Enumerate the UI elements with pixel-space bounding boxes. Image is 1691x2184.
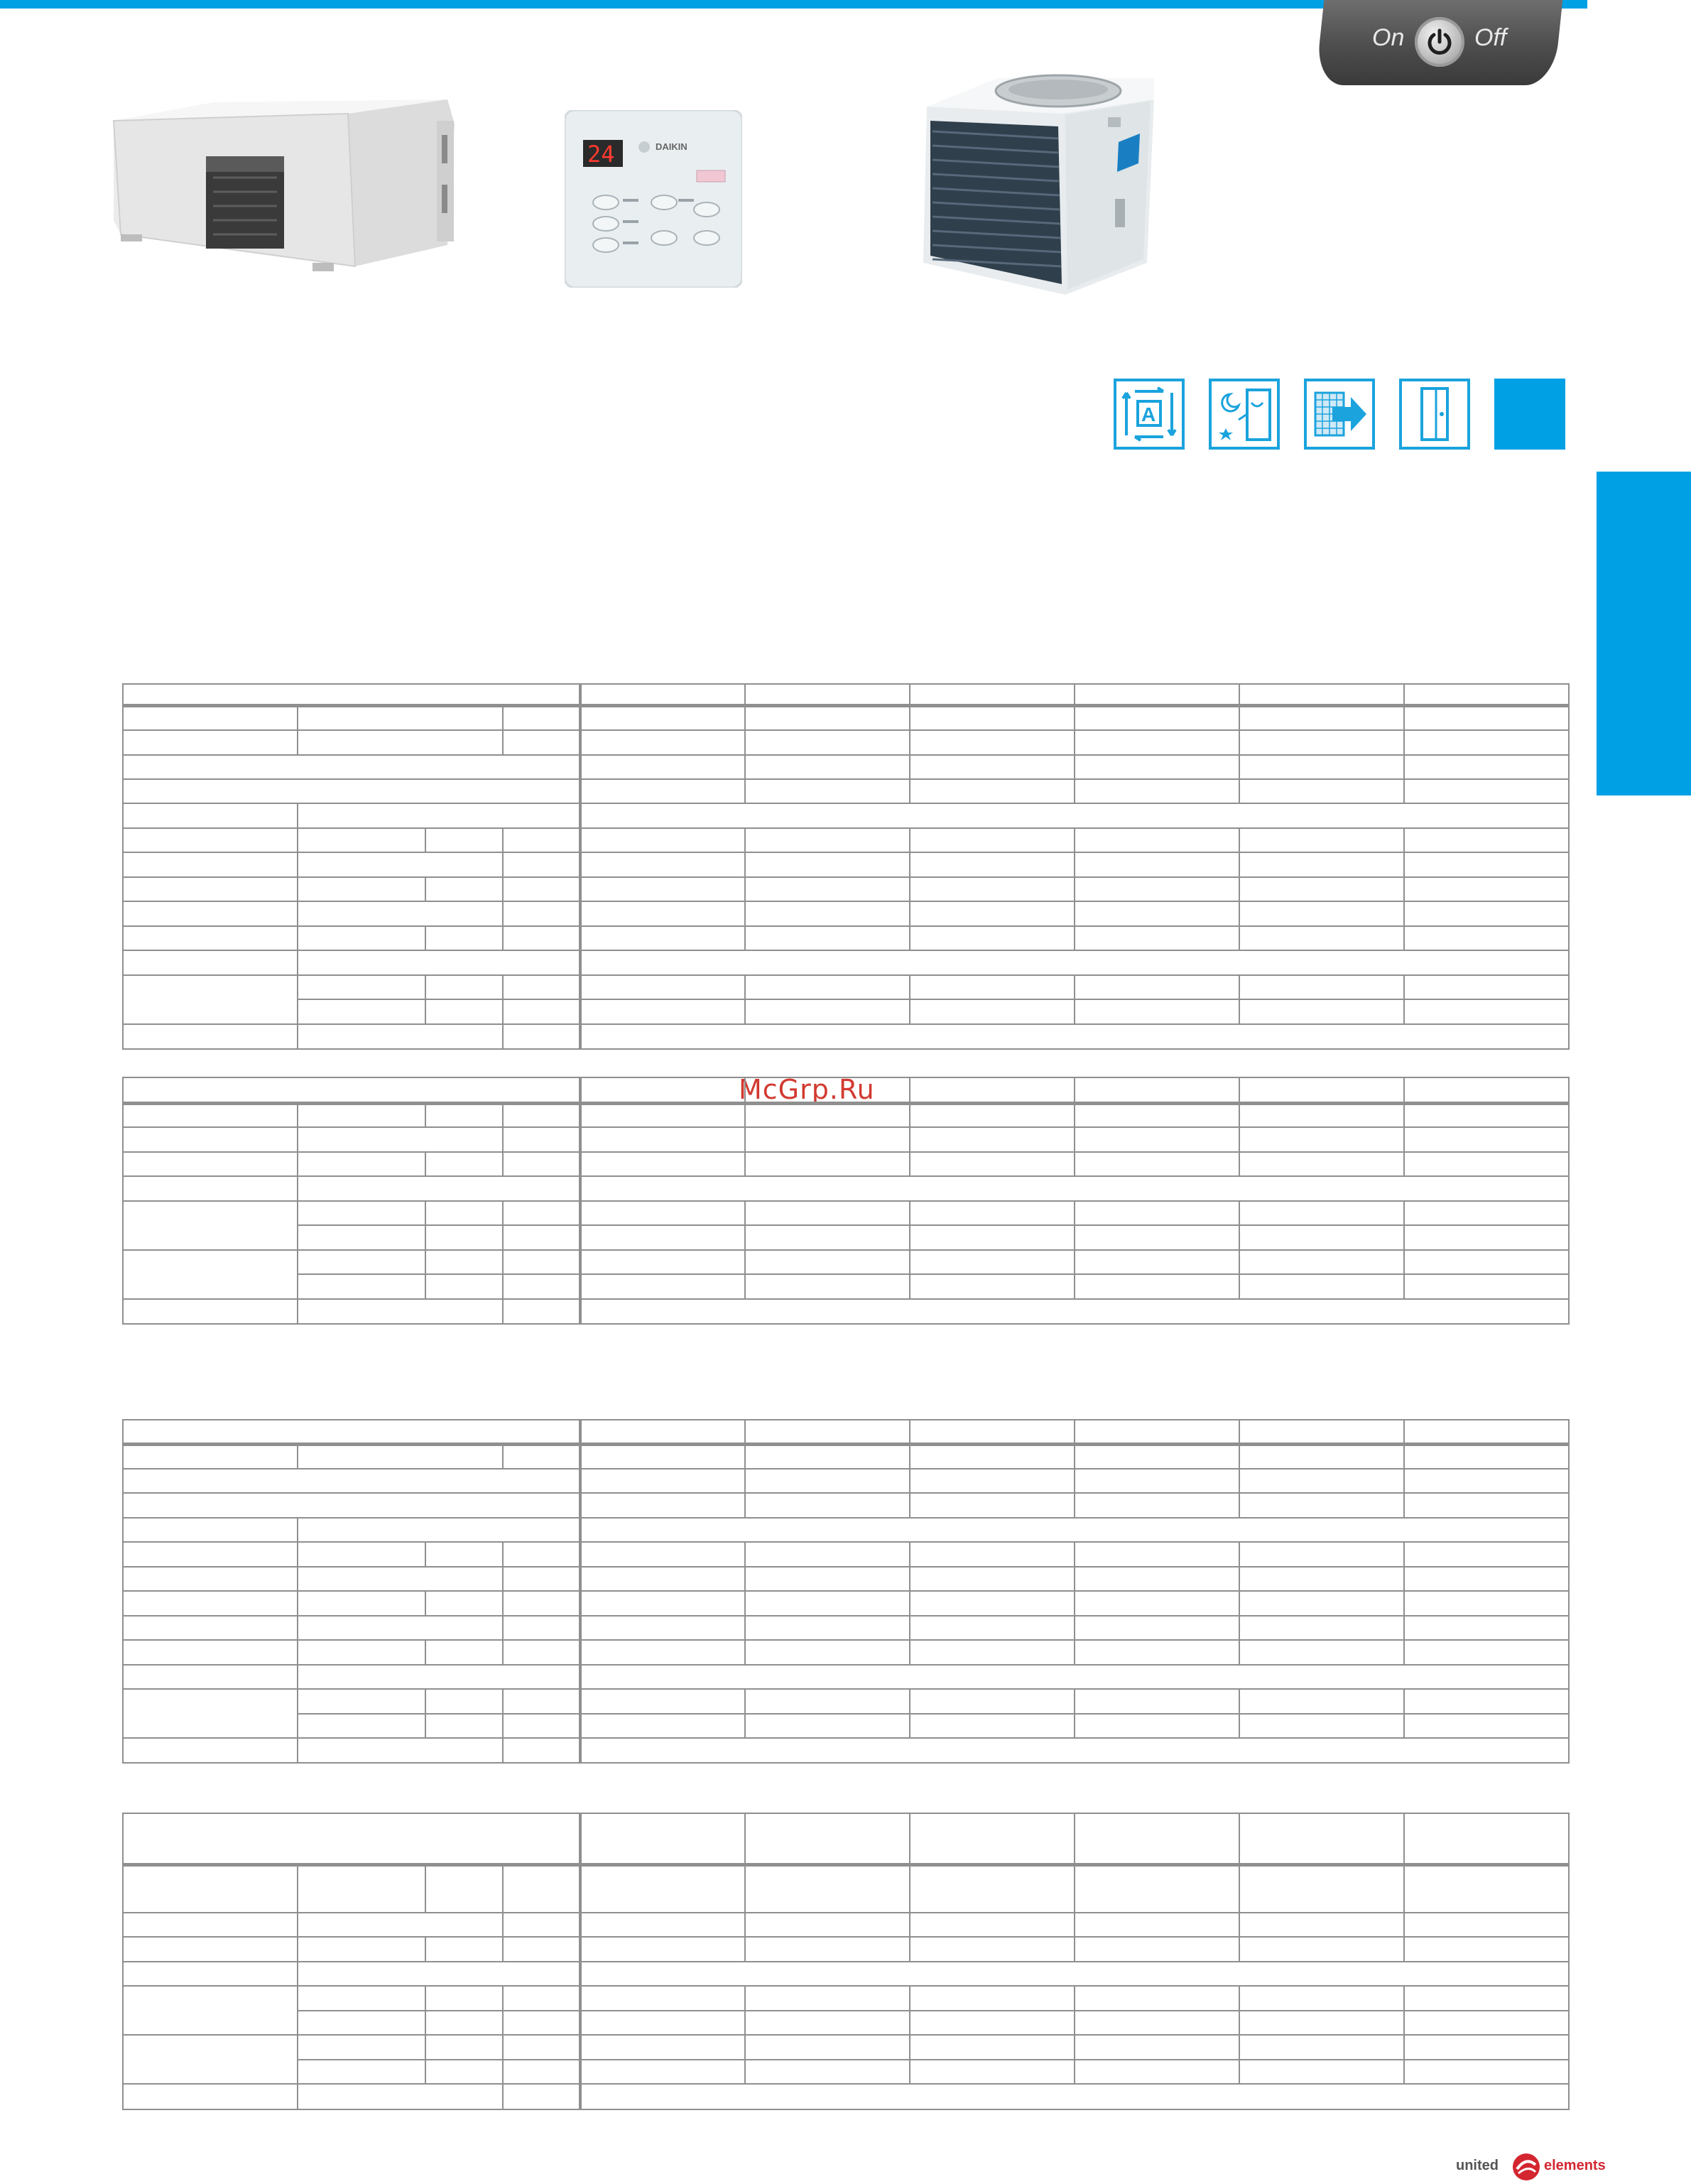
power-icon (1415, 17, 1464, 67)
footer-brand-united: united (1456, 2158, 1499, 2173)
watermark: McGrp.Ru (739, 1074, 875, 1105)
spec-table-2 (122, 1077, 1570, 1325)
door-panel-icon (1399, 379, 1470, 450)
filter-icon (1304, 379, 1375, 450)
on-off-badge (1315, 0, 1563, 85)
on-label: On (1372, 24, 1405, 51)
sleep-mode-icon (1209, 379, 1280, 450)
remote-controller-image (565, 110, 742, 288)
spec-table-1 (122, 683, 1570, 1050)
spec-table-4 (122, 1813, 1570, 2110)
remote-temperature: 24 (587, 141, 615, 168)
outdoor-unit-image (913, 64, 1158, 298)
remote-brand-logo: DAIKIN (656, 141, 687, 152)
off-label: Off (1474, 24, 1507, 51)
svg-text:A: A (1141, 403, 1156, 425)
blank-square-icon (1494, 379, 1565, 450)
brand-swirl-icon (1511, 2152, 1541, 2182)
indoor-unit-image (107, 92, 469, 284)
footer-brand-elements: elements (1544, 2158, 1606, 2173)
spec-table-3 (122, 1419, 1570, 1764)
side-section-tab (1597, 472, 1691, 795)
auto-mode-icon (1114, 379, 1185, 450)
